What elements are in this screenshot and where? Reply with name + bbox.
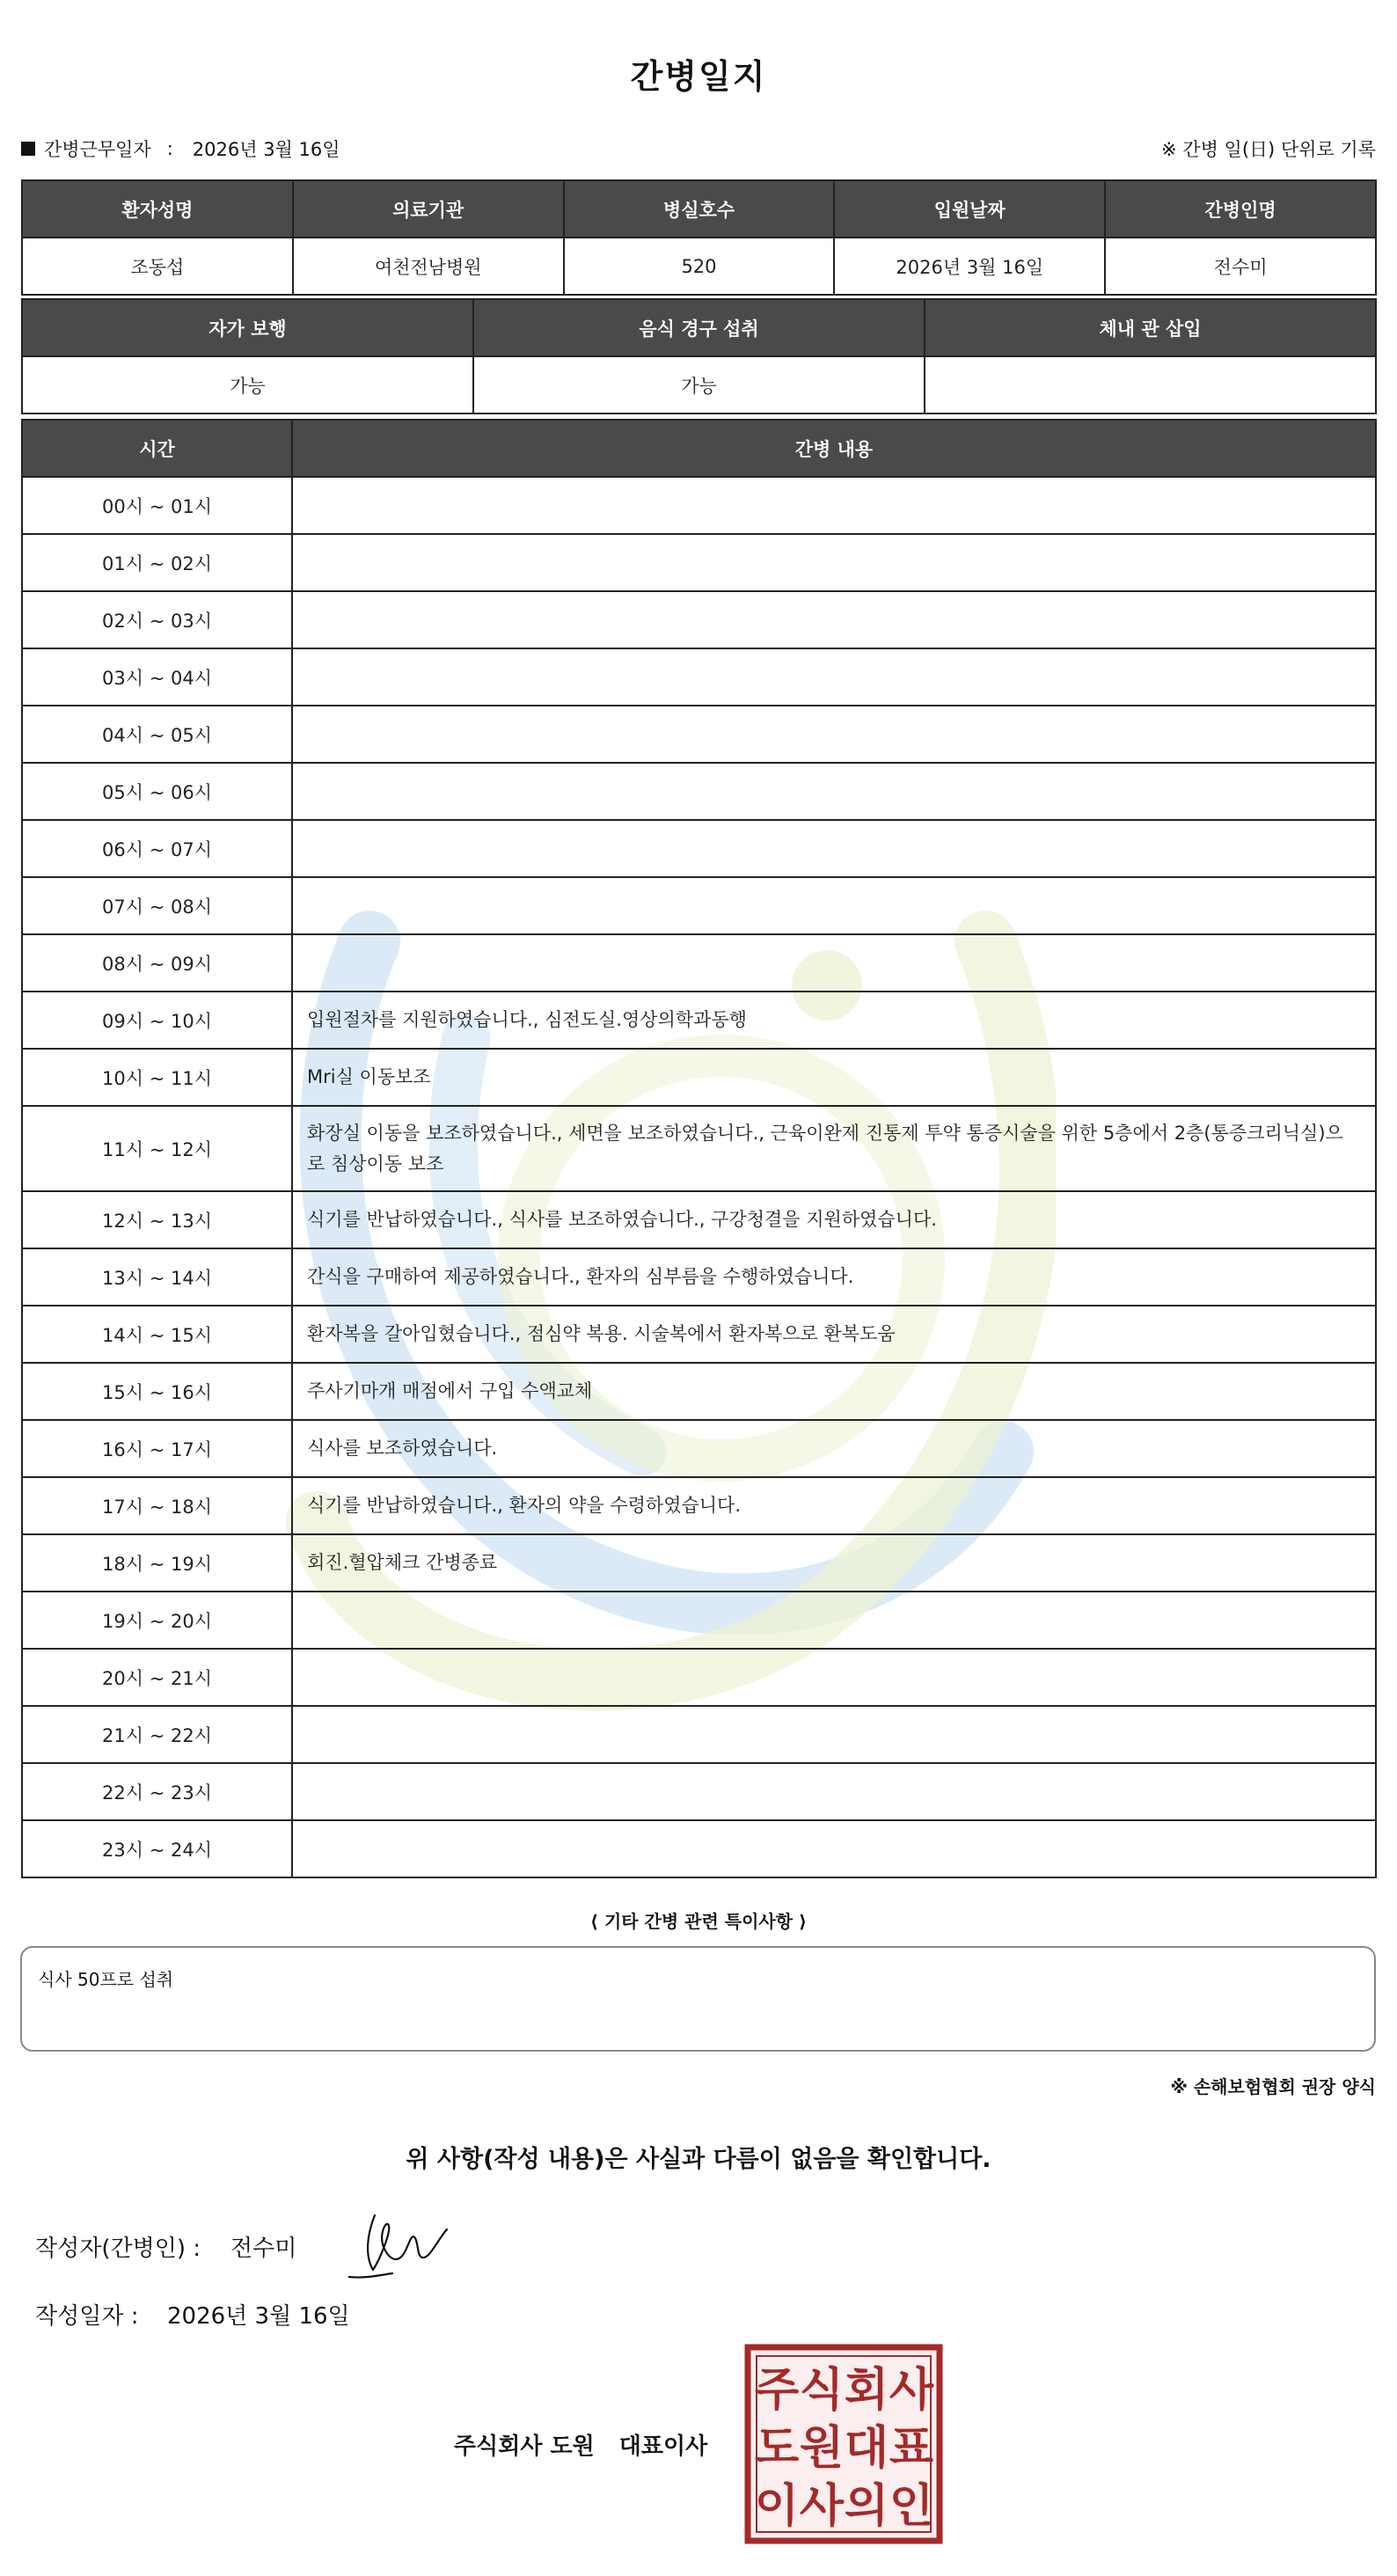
- log-time-cell: 12시 ~ 13시: [22, 1191, 292, 1248]
- log-content-cell: [292, 1820, 1376, 1877]
- log-time-cell: 23시 ~ 24시: [22, 1820, 292, 1877]
- log-content-cell: 간식을 구매하여 제공하였습니다., 환자의 심부름을 수행하였습니다.: [292, 1248, 1376, 1306]
- log-time-cell: 11시 ~ 12시: [22, 1106, 292, 1191]
- status-value-row: [22, 356, 1376, 413]
- confirmation-statement: 위 사항(작성 내용)은 사실과 다름이 없음을 확인합니다.: [406, 2146, 991, 2173]
- header-hospital: 의료기관: [293, 180, 564, 238]
- log-row: [22, 1049, 1376, 1106]
- tube-insertion-value: [925, 356, 1376, 413]
- log-time-cell: 00시 ~ 01시: [22, 477, 292, 534]
- log-time-cell: 20시 ~ 21시: [22, 1649, 292, 1706]
- room-number: 520: [564, 238, 835, 295]
- seal-character: 이: [754, 2480, 800, 2533]
- log-content-cell: 환자복을 갈아입혔습니다., 점심약 복용. 시술복에서 환자복으로 환복도움: [292, 1306, 1376, 1363]
- seal-character: 대: [844, 2422, 889, 2475]
- log-time-cell: 17시 ~ 18시: [22, 1477, 292, 1534]
- log-time-cell: 22시 ~ 23시: [22, 1763, 292, 1820]
- record-unit-note: ※ 간병 일(日) 단위로 기록: [1161, 139, 1376, 160]
- log-content-cell: [292, 934, 1376, 992]
- patient-header-row: [22, 180, 1376, 238]
- log-content-cell: [292, 706, 1376, 763]
- self-walking-value: 가능: [22, 356, 473, 413]
- log-row: [22, 1248, 1376, 1306]
- admission-date: 2026년 3월 16일: [834, 238, 1105, 295]
- log-row: [22, 1534, 1376, 1592]
- log-time-cell: 02시 ~ 03시: [22, 591, 292, 648]
- log-row: [22, 1477, 1376, 1534]
- log-content-cell: [292, 534, 1376, 591]
- log-row: [22, 1420, 1376, 1477]
- company-seal-icon: [744, 2344, 943, 2544]
- work-date-value: 2026년 3월 16일: [192, 139, 340, 160]
- written-date-row: [35, 2298, 350, 2331]
- log-row: [22, 992, 1376, 1049]
- log-time-cell: 18시 ~ 19시: [22, 1534, 292, 1592]
- log-content-cell: [292, 877, 1376, 934]
- header-self-walking: 자가 보행: [22, 299, 473, 356]
- hourly-care-log-table: [21, 419, 1377, 1878]
- log-row: [22, 648, 1376, 706]
- log-content-cell: [292, 1763, 1376, 1820]
- log-row: [22, 1592, 1376, 1649]
- written-date-label: 작성일자 :: [35, 2303, 139, 2330]
- log-time-cell: 13시 ~ 14시: [22, 1248, 292, 1306]
- header-caregiver-name: 간병인명: [1105, 180, 1376, 238]
- log-time-cell: 04시 ~ 05시: [22, 706, 292, 763]
- seal-character: 표: [889, 2422, 934, 2475]
- log-time-cell: 01시 ~ 02시: [22, 534, 292, 591]
- header-oral-intake: 음식 경구 섭취: [473, 299, 925, 356]
- log-row: [22, 1820, 1376, 1877]
- log-row: [22, 1763, 1376, 1820]
- log-content-cell: 식사를 보조하였습니다.: [292, 1420, 1376, 1477]
- written-date-value: 2026년 3월 16일: [167, 2303, 350, 2330]
- patient-info-table: [21, 179, 1377, 296]
- log-row: [22, 1649, 1376, 1706]
- header-room-number: 병실호수: [564, 180, 835, 238]
- patient-name: 조동섭: [22, 238, 293, 295]
- log-time-cell: 19시 ~ 20시: [22, 1592, 292, 1649]
- log-row: [22, 1306, 1376, 1363]
- log-content-cell: 입원절차를 지원하였습니다., 심전도실.영상의학과동행: [292, 992, 1376, 1049]
- seal-character: 도: [754, 2422, 800, 2475]
- page-title: 간병일지: [630, 57, 767, 96]
- log-content-cell: [292, 763, 1376, 820]
- log-time-cell: 21시 ~ 22시: [22, 1706, 292, 1763]
- log-row: [22, 763, 1376, 820]
- patient-status-table: [21, 298, 1377, 414]
- log-time-cell: 09시 ~ 10시: [22, 992, 292, 1049]
- log-row: [22, 534, 1376, 591]
- log-time-cell: 16시 ~ 17시: [22, 1420, 292, 1477]
- company-row: [454, 2428, 707, 2461]
- writer-row: [35, 2230, 296, 2263]
- log-time-cell: 07시 ~ 08시: [22, 877, 292, 934]
- header-time: 시간: [22, 420, 292, 477]
- seal-character: 식: [799, 2364, 845, 2417]
- seal-character: 의: [844, 2480, 889, 2533]
- special-notes-text: 식사 50프로 섭취: [38, 1969, 174, 1990]
- recommended-form-note: ※ 손해보험협회 권장 양식: [1170, 2076, 1376, 2097]
- log-content-cell: 주사기마개 매점에서 구입 수액교체: [292, 1363, 1376, 1420]
- log-row: [22, 877, 1376, 934]
- patient-value-row: [22, 238, 1376, 295]
- log-row: [22, 477, 1376, 534]
- meta-row: [21, 135, 1376, 167]
- log-header-row: [22, 420, 1376, 477]
- seal-character: 주: [754, 2364, 800, 2417]
- signature-icon: [348, 2206, 472, 2286]
- log-row: [22, 1706, 1376, 1763]
- log-time-cell: 05시 ~ 06시: [22, 763, 292, 820]
- oral-intake-value: 가능: [473, 356, 925, 413]
- log-row: [22, 591, 1376, 648]
- log-row: [22, 1363, 1376, 1420]
- log-row: [22, 1106, 1376, 1191]
- log-row: [22, 706, 1376, 763]
- seal-character: 회: [844, 2364, 889, 2417]
- log-content-cell: 식기를 반납하였습니다., 식사를 보조하였습니다., 구강청결을 지원하였습니다.: [292, 1191, 1376, 1248]
- status-header-row: [22, 299, 1376, 356]
- header-admission-date: 입원날짜: [834, 180, 1105, 238]
- log-row: [22, 820, 1376, 877]
- log-time-cell: 10시 ~ 11시: [22, 1049, 292, 1106]
- log-content-cell: 회진.혈압체크 간병종료: [292, 1534, 1376, 1592]
- log-time-cell: 03시 ~ 04시: [22, 648, 292, 706]
- log-content-cell: [292, 820, 1376, 877]
- log-row: [22, 1191, 1376, 1248]
- log-time-cell: 14시 ~ 15시: [22, 1306, 292, 1363]
- company-representative-title: 대표이사: [618, 2433, 708, 2460]
- work-date-label: 간병근무일자: [44, 139, 151, 160]
- header-patient-name: 환자성명: [22, 180, 293, 238]
- header-care-content: 간병 내용: [292, 420, 1376, 477]
- log-body: [22, 477, 1376, 1877]
- log-content-cell: [292, 648, 1376, 706]
- special-notes-box: [20, 1946, 1376, 2052]
- log-content-cell: [292, 1592, 1376, 1649]
- seal-character: 인: [889, 2480, 934, 2533]
- log-content-cell: Mri실 이동보조: [292, 1049, 1376, 1106]
- log-time-cell: 15시 ~ 16시: [22, 1363, 292, 1420]
- seal-character: 사: [889, 2364, 934, 2417]
- work-date-colon: :: [166, 138, 173, 159]
- log-content-cell: [292, 477, 1376, 534]
- writer-label: 작성자(간병인) :: [35, 2236, 201, 2262]
- log-time-cell: 08시 ~ 09시: [22, 934, 292, 992]
- log-content-cell: 식기를 반납하였습니다., 환자의 약을 수령하였습니다.: [292, 1477, 1376, 1534]
- seal-character: 사: [799, 2480, 845, 2533]
- writer-name: 전수미: [230, 2236, 297, 2262]
- caregiver-name: 전수미: [1105, 238, 1376, 295]
- log-time-cell: 06시 ~ 07시: [22, 820, 292, 877]
- log-content-cell: [292, 1706, 1376, 1763]
- seal-character: 원: [799, 2422, 845, 2475]
- square-bullet-icon: [21, 142, 35, 156]
- log-content-cell: [292, 591, 1376, 648]
- hospital-name: 여천전남병원: [293, 238, 564, 295]
- header-tube-insertion: 체내 관 삽입: [925, 299, 1376, 356]
- log-content-cell: [292, 1649, 1376, 1706]
- log-row: [22, 934, 1376, 992]
- log-content-cell: 화장실 이동을 보조하였습니다., 세면을 보조하였습니다., 근육이완제 진통제 투약 통증시술을 위한 5층에서 2층(통증크리닉실)으로 침상이동 보조: [292, 1106, 1376, 1191]
- company-name: 주식회사 도원: [454, 2433, 595, 2460]
- work-date-group: [21, 135, 340, 162]
- special-notes-title: ⟨ 기타 간병 관련 특이사항 ⟩: [589, 1911, 808, 1932]
